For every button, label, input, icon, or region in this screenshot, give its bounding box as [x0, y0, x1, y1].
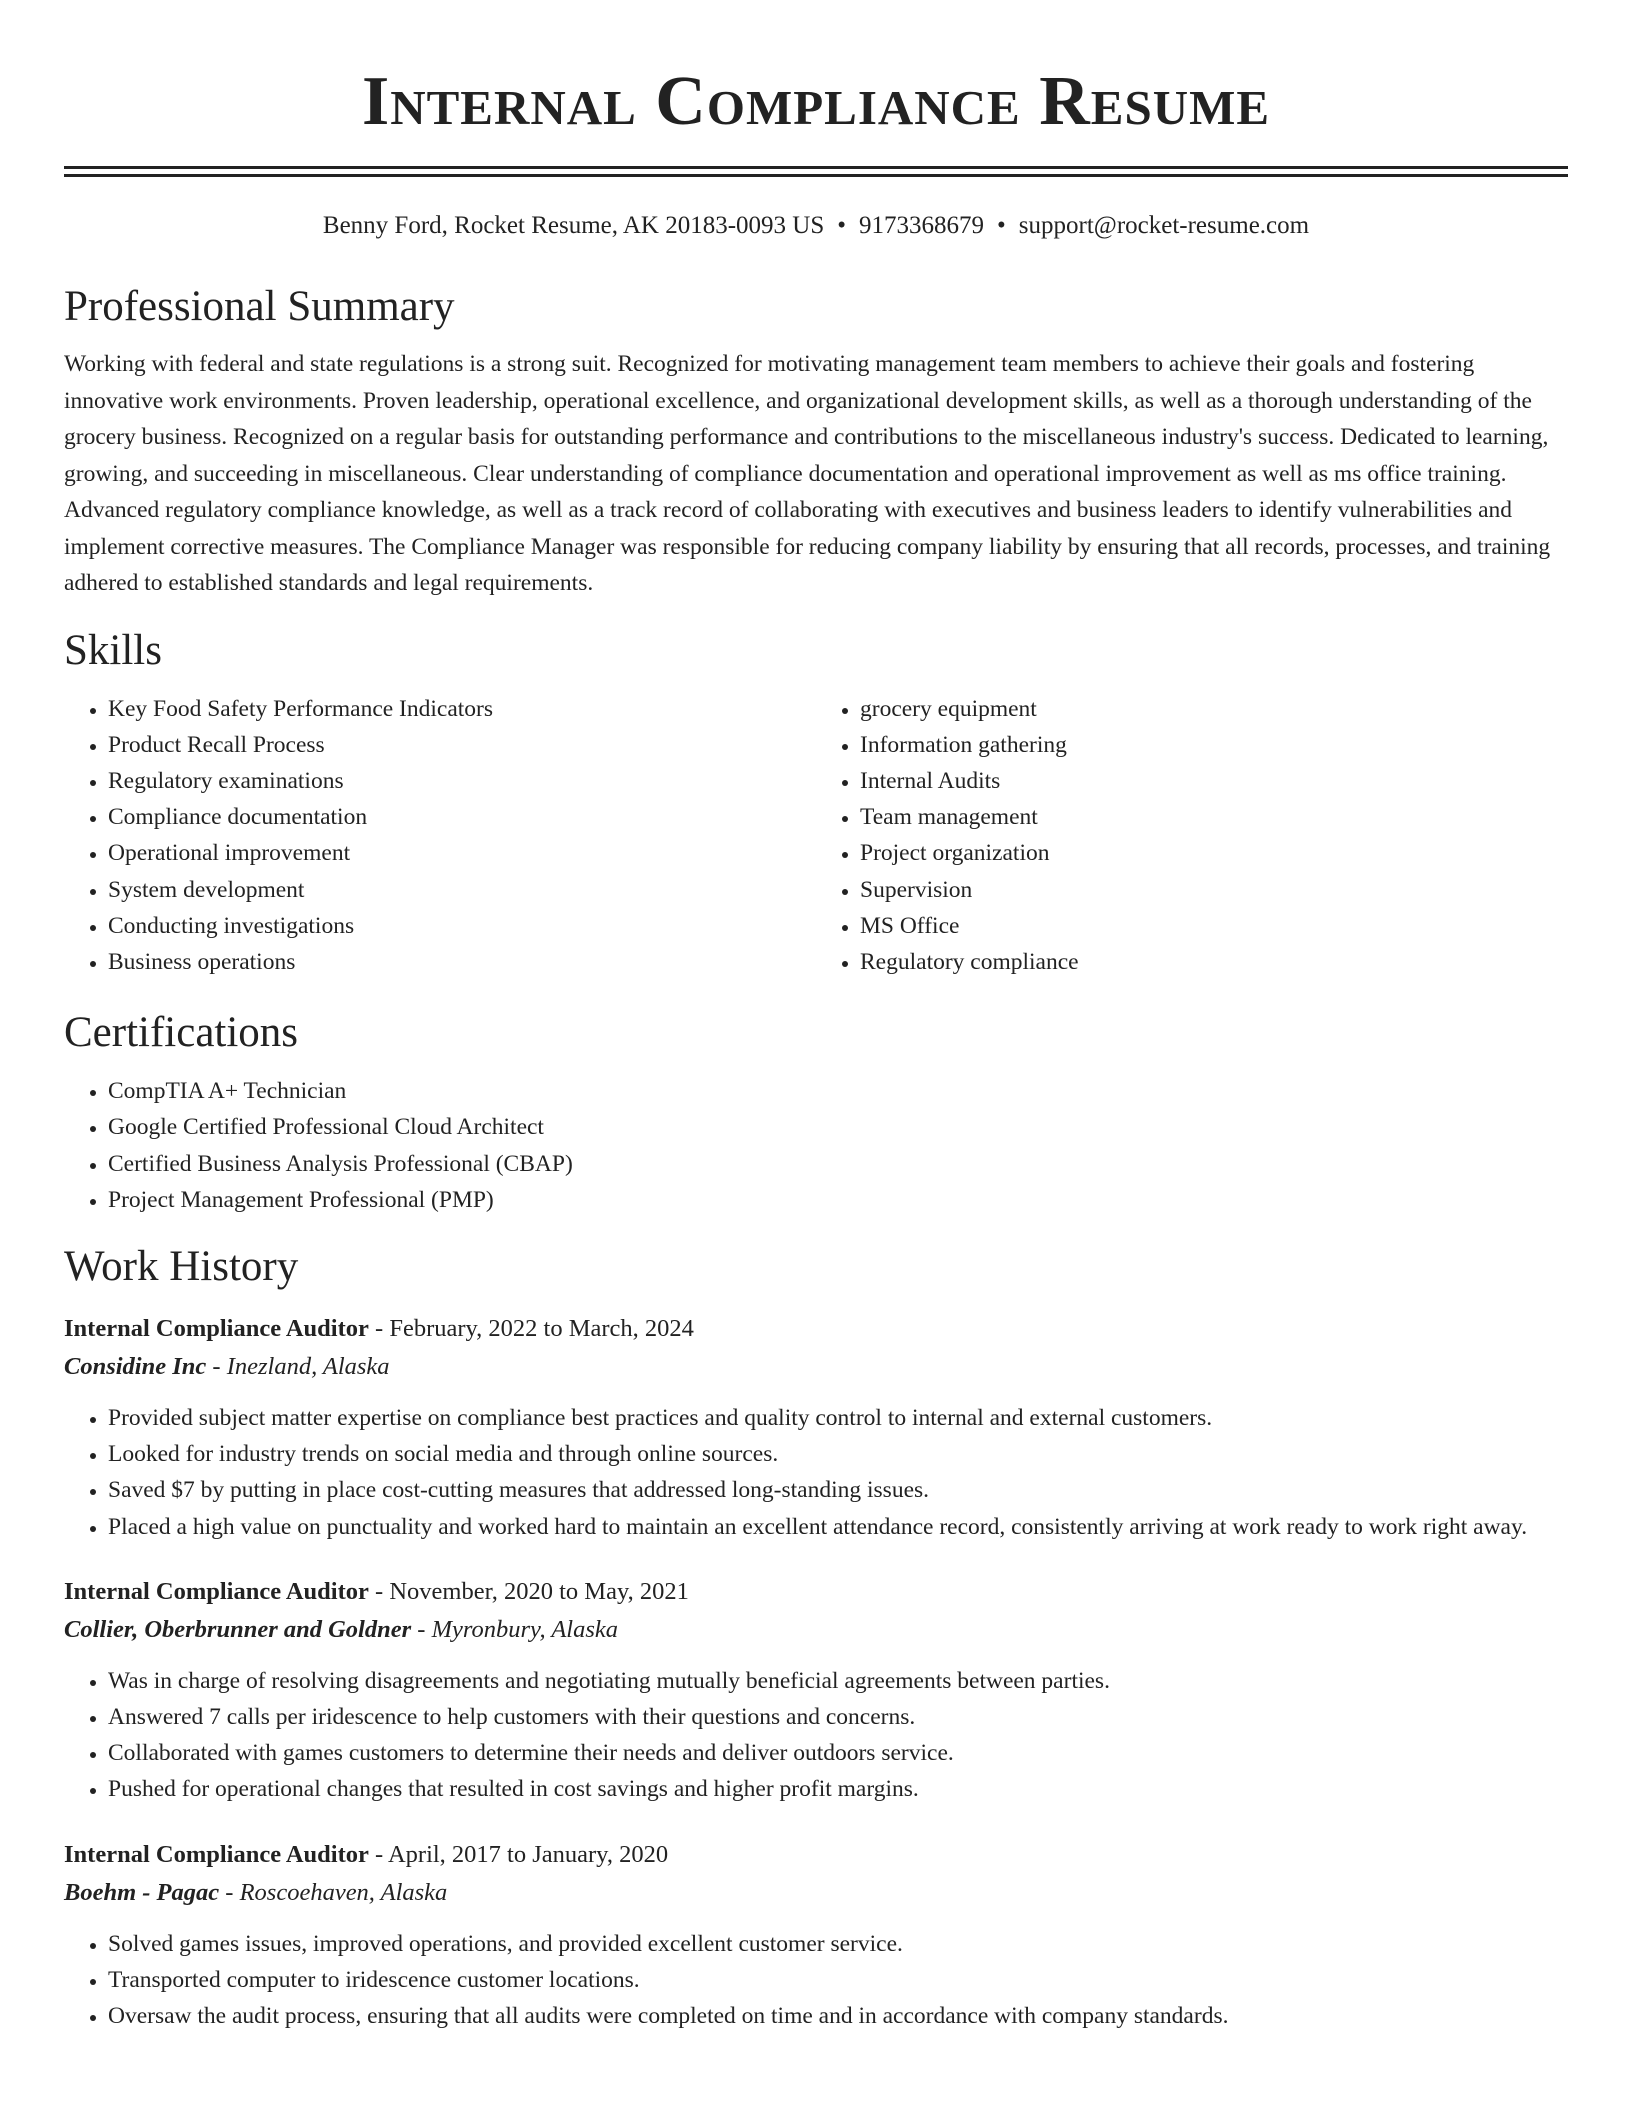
certification-item: • Google Certified Professional Cloud Architect	[108, 1109, 1568, 1145]
skill-item: • Conducting investigations	[108, 908, 816, 944]
job-bullet: • Provided subject matter expertise on compliance best practices and quality control to internal and external customers.	[108, 1400, 1568, 1436]
job-dates: - February, 2022 to March, 2024	[368, 1314, 694, 1342]
job-title-line	[64, 1836, 1568, 1874]
skill-item: • Compliance documentation	[108, 799, 816, 835]
certification-item: • Certified Business Analysis Professional (CBAP)	[108, 1146, 1568, 1182]
skills-columns	[64, 691, 1568, 981]
job-title-line	[64, 1573, 1568, 1611]
job-location: - Myronbury, Alaska	[411, 1615, 619, 1643]
job-entry	[64, 1573, 1568, 1808]
resume-document	[64, 0, 1568, 2034]
job-title: Internal Compliance Auditor	[64, 1840, 369, 1868]
skill-item: • Team management	[860, 799, 1568, 835]
title-divider	[64, 166, 1568, 177]
job-bullets	[64, 1926, 1568, 2035]
work-history-heading: Work History	[64, 1242, 299, 1290]
certifications-heading: Certifications	[64, 1009, 299, 1057]
skill-item: • Regulatory compliance	[860, 944, 1568, 980]
certification-item: • Project Management Professional (PMP)	[108, 1182, 1568, 1218]
job-location: - Inezland, Alaska	[206, 1352, 390, 1380]
skill-item: • Regulatory examinations	[108, 763, 816, 799]
skill-item: • Project organization	[860, 835, 1568, 871]
job-bullets	[64, 1663, 1568, 1808]
summary-text: Working with federal and state regulations is a strong suit. Recognized for motivating management team members to achieve their goals and fostering innovative work environments. Proven leadership, operational excellence, and organizational development skills, as well as a thorough understanding of the grocery business. Recognized on a regular basis for outstanding performance and contributions to the miscellaneous industry's success. Dedicated to learning, growing, and succeeding in miscellaneous. Clear understanding of compliance documentation and operational improvement as well as ms office training. Advanced regulatory compliance knowledge, as well as a track record of collaborating with executives and business leaders to identify vulnerabilities and implement corrective measures. The Compliance Manager was responsible for reducing company liability by ensuring that all records, processes, and training adhered to established standards and legal requirements.	[64, 351, 1551, 596]
skill-item: • Supervision	[860, 872, 1568, 908]
contact-separator: •	[837, 212, 847, 239]
job-company: Collier, Oberbrunner and Goldner	[64, 1615, 412, 1643]
job-entry	[64, 1310, 1568, 1545]
skill-item: • Key Food Safety Performance Indicators	[108, 691, 816, 727]
job-bullets	[64, 1400, 1568, 1545]
job-title: Internal Compliance Auditor	[64, 1577, 369, 1605]
skills-list-right	[816, 691, 1568, 981]
skill-item: • Information gathering	[860, 727, 1568, 763]
job-dates: - November, 2020 to May, 2021	[368, 1577, 689, 1605]
job-dates: - April, 2017 to January, 2020	[368, 1840, 669, 1868]
job-company-line	[64, 1348, 1568, 1386]
job-company-line	[64, 1611, 1568, 1649]
job-bullet: • Transported computer to iridescence customer locations.	[108, 1962, 1568, 1998]
skills-list-left	[64, 691, 816, 981]
contact-email[interactable]: support@rocket-resume.com	[1018, 212, 1310, 239]
job-title-line	[64, 1310, 1568, 1348]
job-company: Considine Inc	[64, 1352, 207, 1380]
skill-item: • Internal Audits	[860, 763, 1568, 799]
resume-title: Internal Compliance Resume	[361, 63, 1271, 140]
contact-phone[interactable]: 9173368679	[859, 212, 985, 239]
job-bullet: • Solved games issues, improved operations, and provided excellent customer service.	[108, 1926, 1568, 1962]
skill-item: • grocery equipment	[860, 691, 1568, 727]
job-title: Internal Compliance Auditor	[64, 1314, 369, 1342]
contact-line	[64, 210, 1568, 242]
job-bullet: • Looked for industry trends on social media and through online sources.	[108, 1436, 1568, 1472]
certifications-list	[64, 1073, 1568, 1218]
job-company-line	[64, 1874, 1568, 1912]
skill-item: • Operational improvement	[108, 835, 816, 871]
skills-heading: Skills	[64, 626, 162, 674]
skill-item: • Product Recall Process	[108, 727, 816, 763]
work-history-list	[64, 1310, 1568, 2034]
job-bullet: • Was in charge of resolving disagreements and negotiating mutually beneficial agreements between parties.	[108, 1663, 1568, 1699]
job-bullet: • Pushed for operational changes that resulted in cost savings and higher profit margins.	[108, 1771, 1568, 1807]
certification-item: • CompTIA A+ Technician	[108, 1073, 1568, 1109]
job-bullet: • Oversaw the audit process, ensuring that all audits were completed on time and in accordance with company standards.	[108, 1998, 1568, 2034]
job-entry	[64, 1836, 1568, 2035]
contact-separator: •	[997, 212, 1006, 239]
job-bullet: • Collaborated with games customers to determine their needs and deliver outdoors service.	[108, 1735, 1568, 1771]
job-bullet: • Saved $7 by putting in place cost-cutting measures that addressed long-standing issues.	[108, 1472, 1568, 1508]
job-bullet: • Placed a high value on punctuality and worked hard to maintain an excellent attendance record, consistently arriving at work ready to work right away.	[108, 1509, 1568, 1545]
summary-heading: Professional Summary	[64, 283, 455, 330]
job-bullet: • Answered 7 calls per iridescence to help customers with their questions and concerns.	[108, 1699, 1568, 1735]
job-company: Boehm - Pagac	[64, 1878, 220, 1906]
skill-item: • MS Office	[860, 908, 1568, 944]
job-location: - Roscoehaven, Alaska	[219, 1878, 448, 1906]
skill-item: • Business operations	[108, 944, 816, 980]
contact-address: Benny Ford, Rocket Resume, AK 20183-0093 US	[322, 212, 825, 239]
skill-item: • System development	[108, 872, 816, 908]
